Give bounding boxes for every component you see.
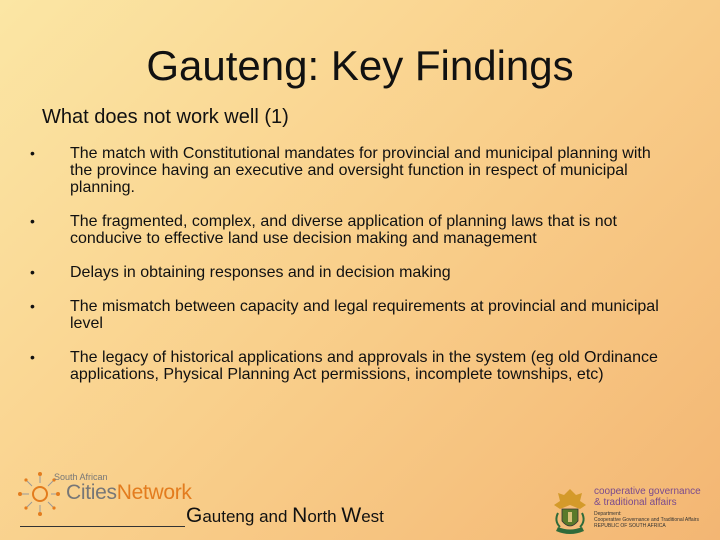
bullet-text: The match with Constitutional mandates for provincial and municipal planning with the province having an executive and oversight function in respect of municipal planning. [70,145,651,196]
logo-word-network: Network [116,481,192,504]
bullet-item [30,298,670,332]
logo-small-text: South African [54,472,108,482]
logo-word-cities: Cities [66,481,117,504]
cogta-logo [550,485,720,540]
bullet-icon: • [30,264,35,280]
bullet-text: The mismatch between capacity and legal requirements at provincial and municipal level [70,298,659,332]
cities-network-logo [18,466,208,526]
footer-letter-n: N [292,504,308,527]
logo-wordmark [66,481,192,505]
bullet-icon: • [30,349,35,365]
bullet-text: Delays in obtaining responses and in decision making [70,264,451,281]
cogta-dept-line2: Cooperative Governance and Traditional Affairs [594,517,699,523]
footer-letter-g: G [186,504,203,527]
bullet-list [30,145,670,400]
bullet-item [30,213,670,247]
footer-text-part2: orth [307,507,342,526]
cogta-name [594,486,701,508]
footer-text [186,504,384,528]
bullet-item [30,145,670,196]
cogta-dept-line3: REPUBLIC OF SOUTH AFRICA [594,523,666,529]
bullet-icon: • [30,298,35,314]
bullet-item [30,349,670,383]
cogta-line2: & traditional affairs [594,497,677,508]
cogta-dept-line1: Department: [594,511,622,517]
slide-title: Gauteng: Key Findings [146,42,574,89]
footer-text-part1: auteng and [202,507,293,526]
cogta-department [594,511,714,529]
slide-subtitle: What does not work well (1) [42,106,289,128]
footer-letter-w: W [341,504,362,527]
bullet-item [30,264,670,281]
bullet-text: The fragmented, complex, and diverse application of planning laws that is not conducive to effective land use decision making and management [70,213,617,247]
bullet-icon: • [30,213,35,229]
bullet-icon: • [30,145,35,161]
bullet-text: The legacy of historical applications and approvals in the system (eg old Ordinance applications, Physical Planning Act permissions, incomplete townships, etc) [70,349,658,383]
coat-of-arms-icon [552,487,588,537]
cogta-line1: cooperative governance [594,486,701,497]
footer-underline [20,526,185,527]
footer-text-part3: est [361,507,384,526]
